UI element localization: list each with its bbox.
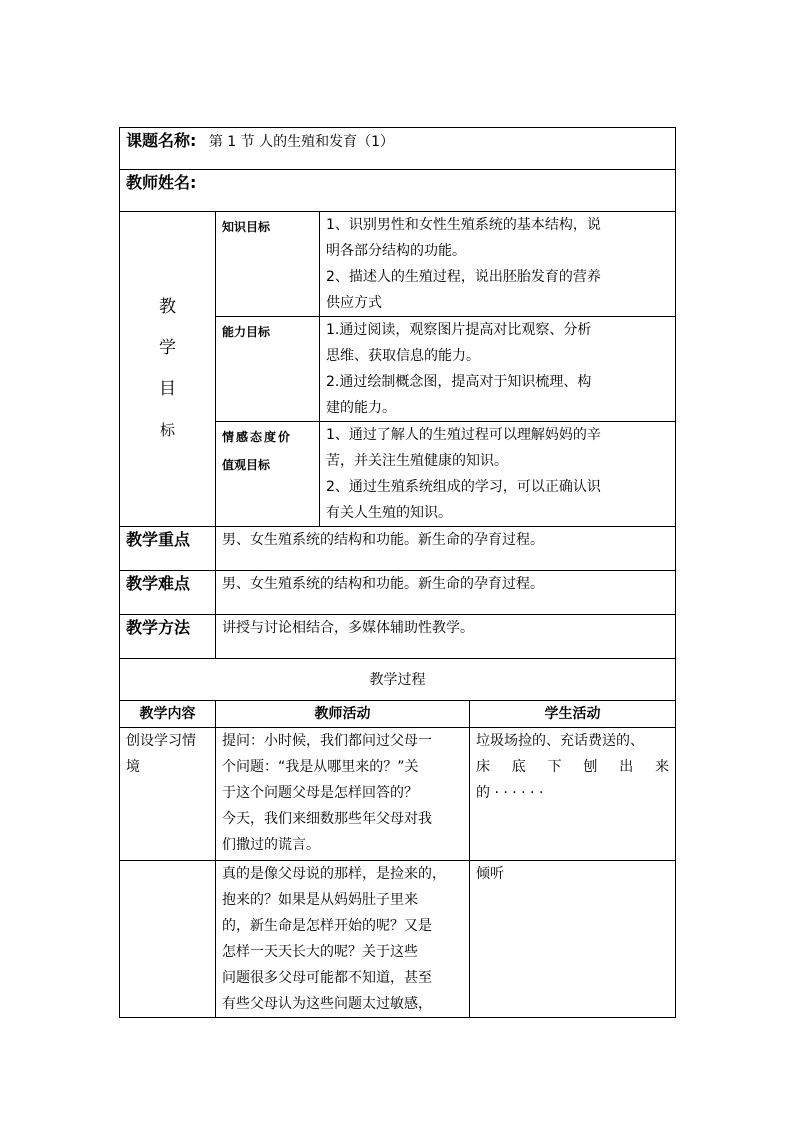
- column-header-teacher: 教师活动: [216, 701, 470, 728]
- teacher-activity-line: 的，新生命是怎样开始的呢？又是: [222, 918, 432, 934]
- emotion-objective-line: 1、通过了解人的生殖过程可以理解妈妈的辛: [326, 427, 601, 443]
- knowledge-objective-line: 1、识别男性和女性生殖系统的基本结构，说: [326, 217, 601, 233]
- process-title-row: [120, 659, 676, 701]
- knowledge-objective-line: 明各部分结构的功能。: [326, 243, 466, 259]
- course-label: 课题名称:: [126, 131, 197, 150]
- objectives-char-2: 学: [159, 338, 176, 358]
- lesson-plan-table: [119, 127, 676, 1018]
- ability-objective-line: 建的能力。: [326, 400, 396, 416]
- student-activity-char: 底: [511, 759, 526, 775]
- teacher-label: 教师姓名:: [126, 173, 197, 192]
- student-activity-char: 出: [619, 759, 634, 775]
- teacher-activity-line: 有些父母认为这些问题太过敏感，: [222, 996, 432, 1012]
- student-activity-char: 床: [476, 759, 490, 775]
- methods-row: [120, 615, 676, 659]
- objectives-label: [120, 212, 216, 527]
- ability-objective-label: 能力目标: [222, 325, 271, 339]
- course-row: [120, 128, 676, 170]
- content-line: 境: [126, 759, 140, 775]
- teacher-activity-line: 个问题：“我是从哪里来的？”关: [222, 759, 419, 775]
- teacher-activity-line: 真的是像父母说的那样，是捡来的，: [222, 866, 446, 882]
- emotion-objective-line: 2、通过生殖系统组成的学习，可以正确认识: [326, 479, 601, 495]
- ability-objective-line: 1.通过阅读，观察图片提高对比观察、分析: [326, 322, 592, 338]
- process-row-2: [120, 861, 676, 1018]
- ability-objective-line: 2.通过绘制概念图，提高对于知识梳理、构: [326, 374, 592, 390]
- objective-knowledge-row: [120, 212, 676, 317]
- key-points-row: [120, 527, 676, 571]
- process-title: 教学过程: [120, 659, 676, 701]
- student-activity-char: 刨: [583, 759, 598, 775]
- process-header-row: [120, 701, 676, 728]
- difficulties-label: 教学难点: [126, 574, 191, 593]
- knowledge-objective-label: 知识目标: [222, 220, 271, 234]
- objectives-char-1: 教: [159, 297, 176, 317]
- teacher-activity-line: 抱来的？如果是从妈妈肚子里来: [222, 892, 418, 908]
- teacher-activity-line: 怎样一天天长大的呢？关于这些: [222, 944, 418, 960]
- teacher-activity-line: 于这个问题父母是怎样回答的？: [222, 785, 418, 801]
- column-header-content: 教学内容: [120, 701, 216, 728]
- student-activity-line: 倾听: [476, 866, 504, 882]
- objectives-char-4: 标: [159, 421, 175, 439]
- emotion-objective-label-line1: 情感态度价: [222, 430, 293, 444]
- objectives-char-3: 目: [159, 379, 176, 399]
- key-points-label: 教学重点: [126, 530, 191, 549]
- teacher-activity-line: 今天，我们来细数那些年父母对我: [222, 811, 432, 827]
- methods-label: 教学方法: [126, 618, 191, 637]
- knowledge-objective-line: 供应方式: [326, 295, 382, 311]
- emotion-objective-label-line2: 值观目标: [222, 458, 271, 472]
- difficulties-row: [120, 571, 676, 615]
- teacher-activity-line: 问题很多父母可能都不知道，甚至: [222, 970, 432, 986]
- column-header-student: 学生活动: [470, 701, 676, 728]
- process-row-1: [120, 728, 676, 861]
- student-activity-line: [476, 754, 669, 780]
- teacher-activity-line: 提问：小时候，我们都问过父母一: [222, 733, 432, 749]
- key-points-value: 男、女生殖系统的结构和功能。新生命的孕育过程。: [222, 532, 544, 548]
- methods-value: 讲授与讨论相结合，多媒体辅助性教学。: [222, 620, 474, 636]
- student-activity-char: 来: [654, 759, 669, 775]
- student-activity-line: 垃圾场捡的、充话费送的、: [476, 733, 644, 749]
- difficulties-value: 男、女生殖系统的结构和功能。新生命的孕育过程。: [222, 576, 544, 592]
- student-activity-line: 的 · · · · · ·: [476, 785, 544, 801]
- knowledge-objective-line: 2、描述人的生殖过程，说出胚胎发育的营养: [326, 269, 601, 285]
- emotion-objective-line: 苦，并关注生殖健康的知识。: [326, 453, 508, 469]
- teacher-activity-line: 们撒过的谎言。: [222, 837, 320, 853]
- student-activity-char: 下: [547, 759, 562, 775]
- content-line: 创设学习情: [126, 733, 196, 749]
- course-name: 第 1 节 人的生殖和发育（1）: [208, 134, 395, 150]
- ability-objective-line: 思维、获取信息的能力。: [326, 348, 480, 364]
- teacher-row: [120, 170, 676, 212]
- emotion-objective-line: 有关人生殖的知识。: [326, 505, 452, 521]
